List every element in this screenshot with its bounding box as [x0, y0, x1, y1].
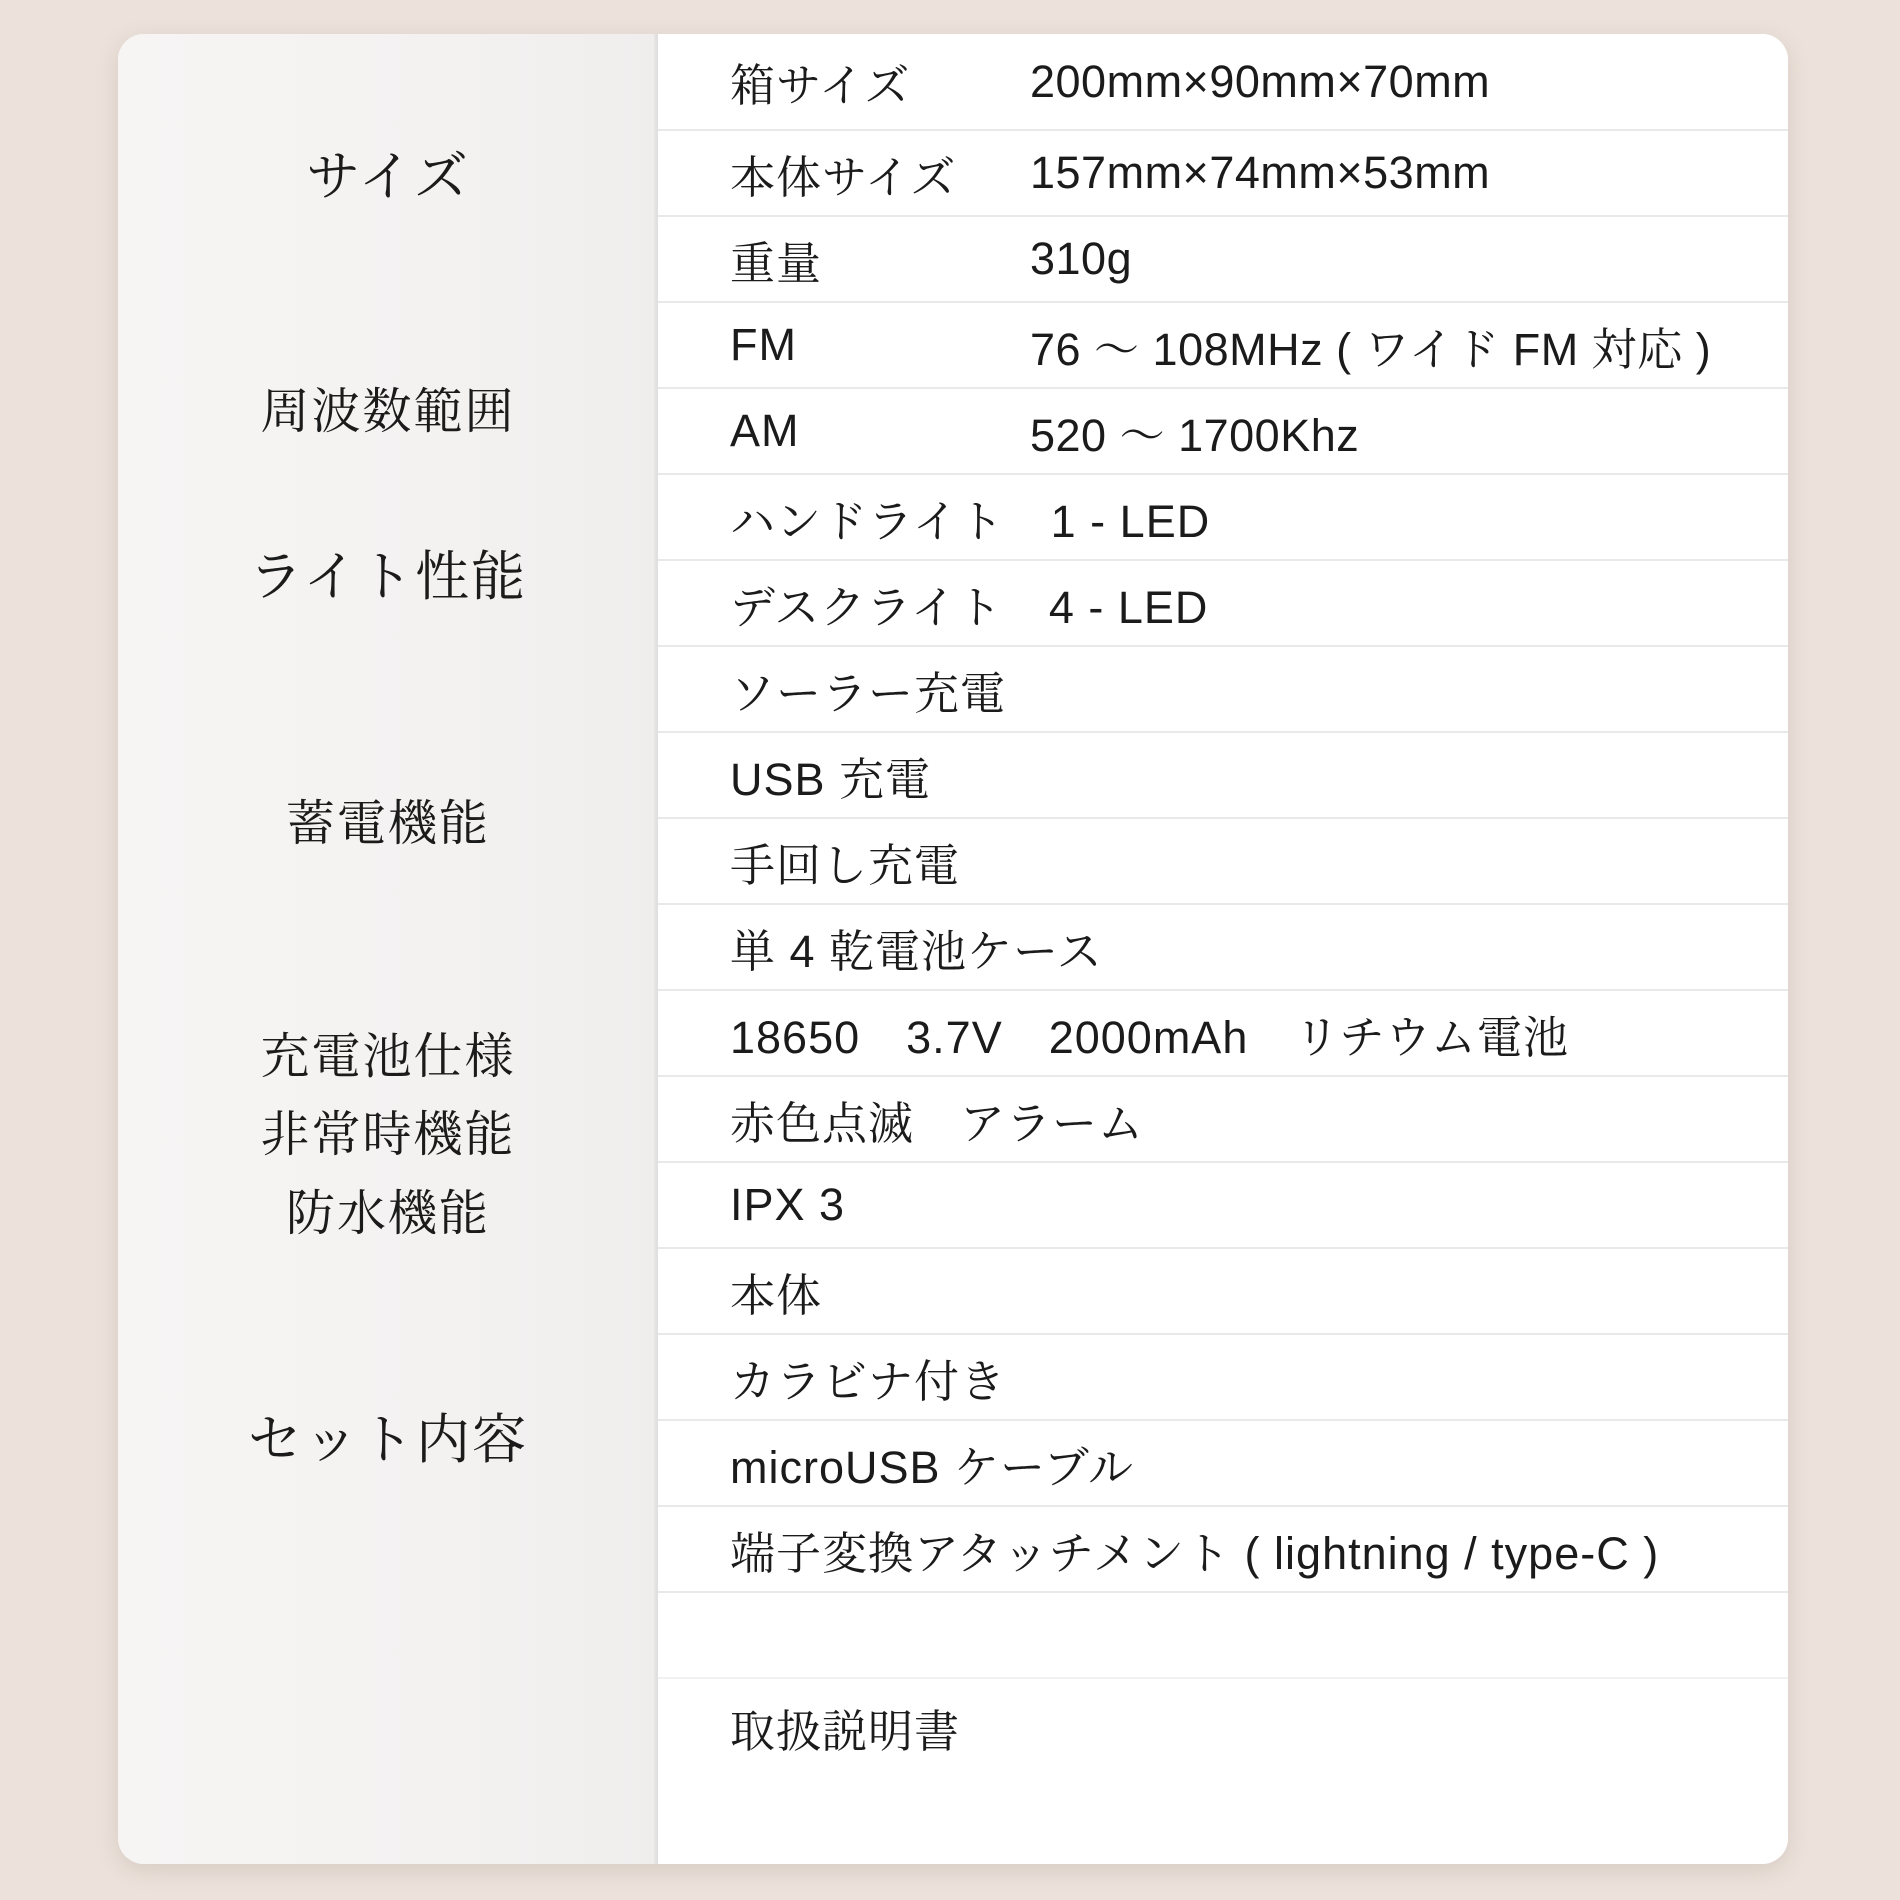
row-label: 重量 — [730, 237, 823, 289]
row-value: 76 〜 108MHz ( ワイド FM 対応 ) — [1030, 323, 1712, 375]
table-row — [658, 1679, 1788, 1775]
table-row — [658, 1163, 1788, 1249]
row-label: FM — [730, 319, 797, 370]
row-text: 本体 — [730, 1269, 823, 1321]
row-text: デスクライト 4 - LED — [730, 581, 1209, 633]
row-text: ソーラー充電 — [730, 667, 1007, 719]
category-emergency-function: 非常時機能 — [260, 1108, 516, 1162]
row-text: 端子変換アタッチメント ( lightning / type-C ) — [730, 1527, 1660, 1579]
row-text: USB 充電 — [730, 753, 932, 805]
table-row — [658, 475, 1788, 561]
table-row — [658, 905, 1788, 991]
row-text: 手回し充電 — [730, 839, 961, 891]
table-row — [658, 991, 1788, 1077]
category-size: サイズ — [306, 147, 470, 207]
row-text: 赤色点滅 アラーム — [730, 1097, 1145, 1149]
spec-rows — [658, 34, 1788, 1864]
category-battery-spec: 充電池仕様 — [260, 1030, 516, 1084]
table-row — [658, 1335, 1788, 1421]
row-text: ハンドライト 1 - LED — [730, 495, 1211, 547]
row-text: IPX 3 — [730, 1179, 846, 1230]
category-column — [118, 34, 658, 1864]
row-label: 箱サイズ — [730, 60, 911, 111]
table-row — [658, 647, 1788, 733]
table-row — [658, 1421, 1788, 1507]
table-row — [658, 1507, 1788, 1593]
row-label: AM — [730, 405, 800, 456]
table-row — [658, 389, 1788, 475]
category-waterproof: 防水機能 — [285, 1187, 490, 1241]
row-label: 本体サイズ — [730, 151, 957, 203]
row-value: 157mm×74mm×53mm — [1030, 147, 1491, 198]
row-text: 取扱説明書 — [730, 1705, 961, 1757]
table-row — [658, 34, 1788, 131]
table-row — [658, 819, 1788, 905]
row-text: カラビナ付き — [730, 1355, 1007, 1407]
table-row — [658, 217, 1788, 303]
category-set-contents: セット内容 — [248, 1410, 528, 1470]
row-text: microUSB ケーブル — [730, 1441, 1134, 1493]
row-text: 18650 3.7V 2000mAh リチウム電池 — [730, 1011, 1569, 1063]
row-value: 310g — [1030, 233, 1133, 284]
table-row — [658, 303, 1788, 389]
table-row — [658, 733, 1788, 819]
spec-table-card — [118, 34, 1788, 1864]
table-row — [658, 561, 1788, 647]
table-row-empty — [658, 1593, 1788, 1679]
category-light-performance: ライト性能 — [248, 547, 528, 607]
category-power-storage: 蓄電機能 — [285, 797, 490, 851]
table-row — [658, 131, 1788, 217]
category-frequency-range: 周波数範囲 — [260, 385, 516, 439]
table-row — [658, 1249, 1788, 1335]
row-value: 520 〜 1700Khz — [1030, 409, 1360, 461]
row-text: 単 4 乾電池ケース — [730, 925, 1103, 977]
table-row — [658, 1077, 1788, 1163]
row-value: 200mm×90mm×70mm — [1030, 55, 1491, 107]
